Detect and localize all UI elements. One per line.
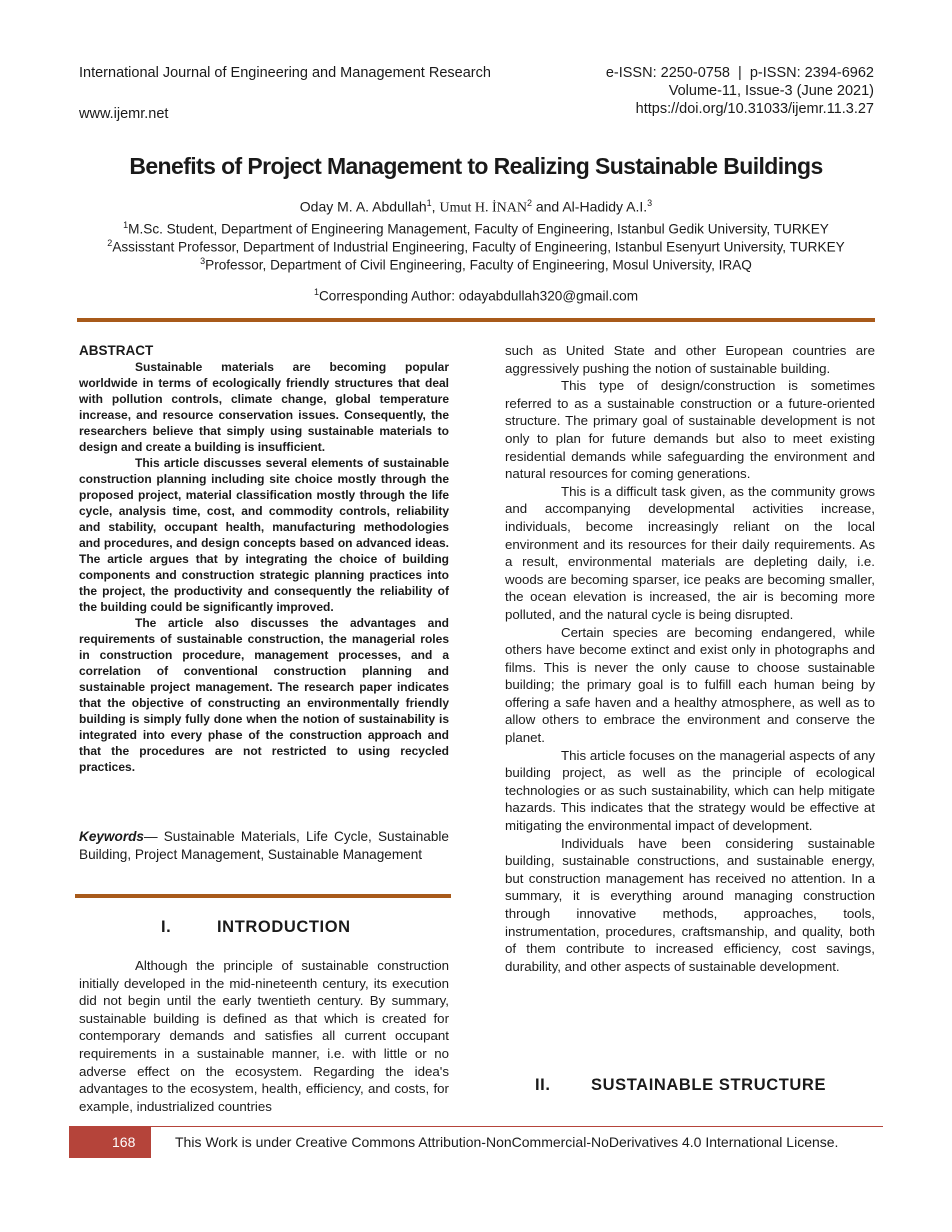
right-paragraph-0: such as United State and other European countries are aggressively pushing the notion of sustainable building. xyxy=(505,343,875,376)
section-1-heading xyxy=(161,918,351,937)
section-2-title: SUSTAINABLE STRUCTURE xyxy=(591,1076,827,1094)
abstract-body xyxy=(79,359,449,775)
journal-website[interactable]: www.ijemr.net xyxy=(79,106,169,122)
affiliation-2-text: Assisstant Professor, Department of Industrial Engineering, Faculty of Engineering, Istanbul Esenyurt University, TURKEY xyxy=(112,239,845,255)
corresponding-sup: 1 xyxy=(313,287,319,297)
author-2: Umut H. İNAN xyxy=(439,200,527,216)
keywords-divider xyxy=(75,894,451,898)
affiliation-1-text: M.Sc. Student, Department of Engineering Management, Faculty of Engineering, Istanbul Gedik University, TURKEY xyxy=(128,221,829,237)
abstract-paragraph-1: Sustainable materials are becoming popular worldwide in terms of ecologically friendly structures that deal with pollution controls, climate change, global temperature increase, and resource conservation issues. Consequently, the researchers believe that simply using sustainable materials to design and create a building is insufficient. xyxy=(79,360,449,454)
author-line xyxy=(0,198,952,217)
keywords-dash: — xyxy=(143,829,164,844)
author-3-sup: 3 xyxy=(647,198,653,208)
author-sep-1: , xyxy=(431,198,440,215)
journal-meta xyxy=(606,64,874,118)
page-number-box xyxy=(69,1126,151,1158)
keywords-label: Keywords xyxy=(79,829,144,844)
section-2-heading xyxy=(535,1076,826,1095)
right-paragraph-5: Individuals have been considering sustainable building, sustainable constructions, and sustainable energy, but construction management has received no attention. In a summary, it is everything around managing construction through innovative methods, approaches, tools, instrumentation, procedures, craftsmanship, and quality, both of them contribute to increased efficiency, cost savings, durability, and other aspects of sustainable development. xyxy=(505,835,875,974)
introduction-body xyxy=(79,957,449,1115)
volume-line: Volume-11, Issue-3 (June 2021) xyxy=(668,83,874,99)
introduction-paragraph-1: Although the principle of sustainable construction initially developed in the mid-nineteenth century, its execution did not begin until the early twentieth century. By summary, sustainable building is defined as that which is created for contemporary demands and satisfies all current occupant requirements in a sustainable manner, i.e. with little or no adverse effect on the ecosystem. Regarding the idea's advantages to the ecosystem, health, efficiency, and costs, for example, industrialized countries xyxy=(79,958,449,1114)
right-paragraph-4: This article focuses on the managerial aspects of any building project, as well as the principle of ecological technologies or as such sustainability, which can help mitigate hazards. This indicates that the strategy would be effective at mitigating the environmental impact of development. xyxy=(505,747,875,834)
affiliation-3-sup: 3 xyxy=(200,256,206,266)
footer-divider xyxy=(151,1126,883,1127)
corresponding-text: Corresponding Author: odayabdullah320@gmail.com xyxy=(318,288,639,304)
issn-line: e-ISSN: 2250-0758 | p-ISSN: 2394-6962 xyxy=(605,65,874,81)
header-divider xyxy=(77,318,875,322)
keywords xyxy=(79,828,449,864)
right-paragraph-2: This is a difficult task given, as the community grows and accompanying developmental activities increase, individuals, become increasingly reliant on the local environment and its resources for their daily requirements. As a result, environmental materials are depleting daily, i.e. woods are becoming sparser, ice peaks are becoming smaller, the ocean elevation is increased, the air is becoming more polluted, and the natural cycle is being disrupted. xyxy=(505,483,875,622)
right-paragraph-1: This type of design/construction is sometimes referred to as a sustainable construction or a future-oriented structure. The primary goal of sustainable development is not only to plan for future demands but also to meet existing residential demands while safeguarding the environment and natural resources for coming generations. xyxy=(505,378,875,482)
journal-name: International Journal of Engineering and Management Research xyxy=(79,65,491,81)
affiliation-2-sup: 2 xyxy=(107,238,113,248)
author-2-sup: 2 xyxy=(526,198,532,208)
affiliation-3 xyxy=(0,252,952,275)
author-sep-2: and xyxy=(531,198,563,215)
author-3: Al-Hadidy A.I. xyxy=(562,198,648,215)
right-column-body xyxy=(505,342,875,975)
author-1-sup: 1 xyxy=(426,198,432,208)
keywords-text: Sustainable Materials, Life Cycle, Sustainable Building, Project Management, Sustainable Management xyxy=(79,829,449,862)
abstract-paragraph-3: The article also discusses the advantages and requirements of sustainable construction, the managerial roles in construction procedure, management processes, and a correlation of conventional construction planning and sustainable project management. The research paper indicates that the objective of constructing an environmentally friendly building is simply fully done when the notion of sustainability is integrated into every phase of the construction approach and that the procedures are not restricted to using recycled practices. xyxy=(79,616,449,774)
section-1-title: INTRODUCTION xyxy=(217,918,351,936)
section-2-number: II. xyxy=(535,1076,551,1094)
abstract-heading: ABSTRACT xyxy=(79,343,154,358)
abstract-paragraph-2: This article discusses several elements of sustainable construction planning including site choice mostly through the proposed project, material classification mostly through the life cycle, analysis time, cost, and commodity controls, reliability and stability, occupant health, manufacturing methodologies and procedures, and design concepts based on advanced ideas. The article argues that by integrating the choice of building components and construction strategic planning practices into the project, the productivity and consequently the reliability of the building could be significantly improved. xyxy=(79,456,449,614)
license-notice: This Work is under Creative Commons Attribution-NonCommercial-NoDerivatives 4.0 International License. xyxy=(175,1134,839,1150)
affiliation-1-sup: 1 xyxy=(123,220,129,230)
author-1: Oday M. A. Abdullah xyxy=(299,198,427,215)
affiliation-3-text: Professor, Department of Civil Engineering, Faculty of Engineering, Mosul University, IRAQ xyxy=(205,257,752,273)
page-number: 168 xyxy=(112,1134,136,1150)
corresponding-author xyxy=(0,287,952,304)
paper-title: Benefits of Project Management to Realizing Sustainable Buildings xyxy=(129,153,823,179)
doi-link[interactable]: https://doi.org/10.31033/ijemr.11.3.27 xyxy=(635,101,874,117)
right-paragraph-3: Certain species are becoming endangered, while others have become extinct and exist only in photographs and films. This is never the only cause to choose sustainable building; the primary goal is to fulfill each human being by offering a safe haven and a healthy atmosphere, as well as to allow others to embrace the environment and conserve the planet. xyxy=(505,624,875,746)
section-1-number: I. xyxy=(161,918,172,936)
